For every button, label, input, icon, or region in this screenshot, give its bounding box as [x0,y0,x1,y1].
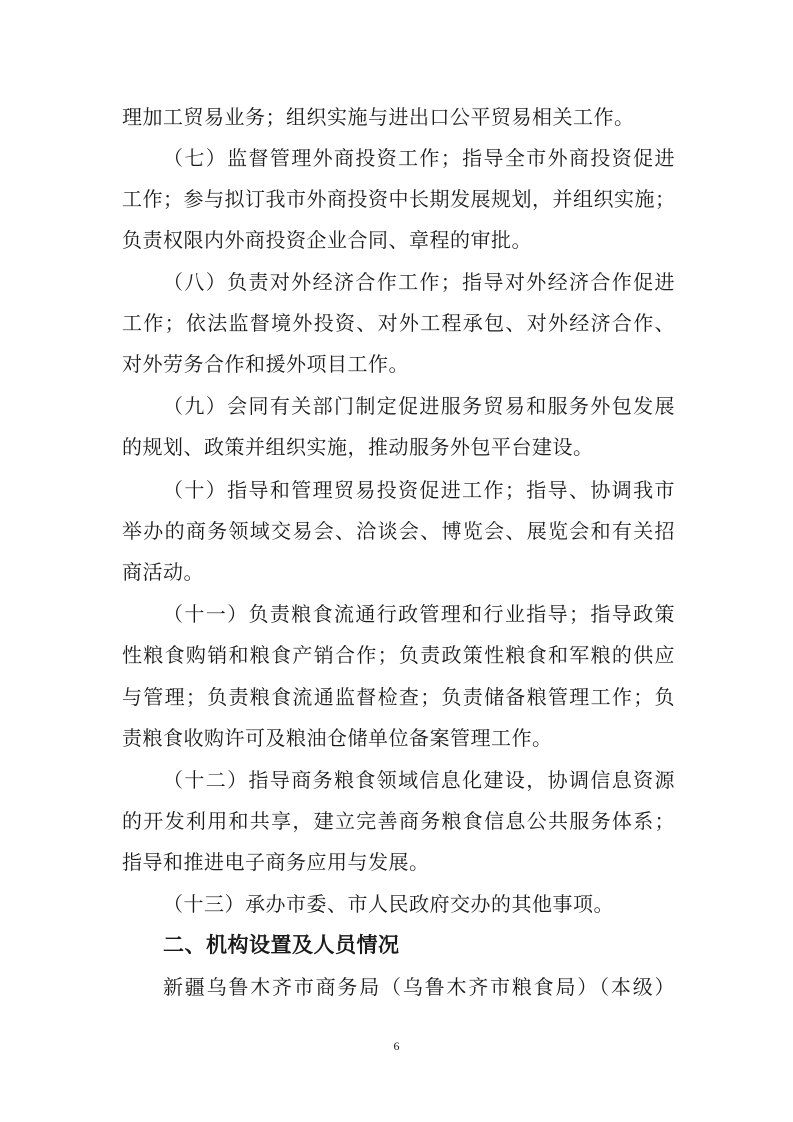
body-text-line: （十二）指导商务粮食领域信息化建设，协调信息资源 [163,768,675,792]
body-text-line: 工作；依法监督境外投资、对外工程承包、对外经济合作、 [122,311,675,335]
body-text-line: （十）指导和管理贸易投资促进工作；指导、协调我市 [163,478,675,502]
body-text-line: （九）会同有关部门制定促进服务贸易和服务外包发展 [163,394,675,418]
body-text-line: 理加工贸易业务；组织实施与进出口公平贸易相关工作。 [122,105,635,129]
body-text-line: 新疆乌鲁木齐市商务局（乌鲁木齐市粮食局）（本级） [163,975,675,999]
body-text-line: 性粮食购销和粮食产销合作；负责政策性粮食和军粮的供应 [122,643,675,667]
body-text-line: （八）负责对外经济合作工作；指导对外经济合作促进 [163,270,675,294]
body-text-line: 指导和推进电子商务应用与发展。 [122,850,430,874]
body-text-line: 与管理；负责粮食流通监督检查；负责储备粮管理工作；负 [122,685,675,709]
section-heading: 二、机构设置及人员情况 [163,933,400,957]
body-text-line: 的规划、政策并组织实施，推动服务外包平台建设。 [122,435,594,459]
body-text-line: 对外劳务合作和援外项目工作。 [122,352,409,376]
body-text-line: 举办的商务领域交易会、洽谈会、博览会、展览会和有关招 [122,519,675,543]
page-number: 6 [393,1039,400,1053]
body-text-line: 商活动。 [122,560,204,584]
body-text-line: 工作；参与拟订我市外商投资中长期发展规划，并组织实施； [122,187,676,211]
body-text-line: 负责权限内外商投资企业合同、章程的审批。 [122,228,532,252]
body-text-line: 责粮食收购许可及粮油仓储单位备案管理工作。 [122,726,553,750]
body-text-line: （十三）承办市委、市人民政府交办的其他事项。 [163,892,614,916]
body-text-line: 的开发利用和共享，建立完善商务粮食信息公共服务体系； [122,809,675,833]
body-text-line: （十一）负责粮食流通行政管理和行业指导；指导政策 [163,602,675,626]
body-text-line: （七）监督管理外商投资工作；指导全市外商投资促进 [163,146,675,170]
